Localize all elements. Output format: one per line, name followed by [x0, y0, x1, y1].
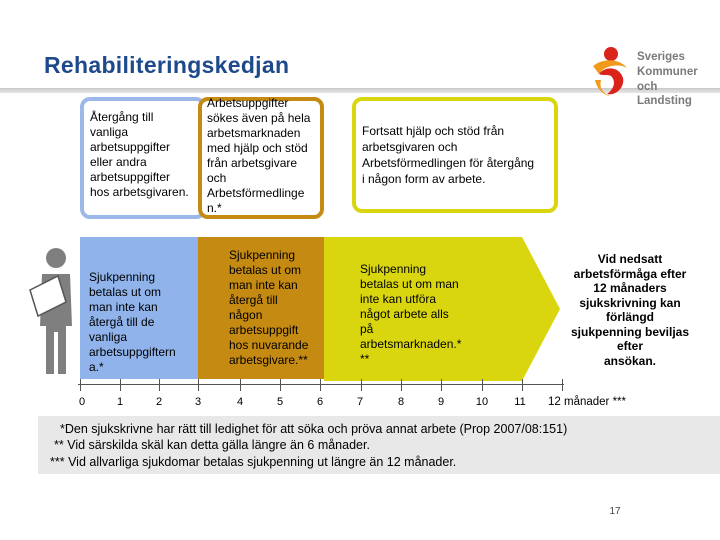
- timeline-tick: [280, 379, 281, 391]
- logo-text-line-3: och Landsting: [637, 81, 692, 107]
- stage-1-line: a.*: [89, 360, 104, 374]
- top-box-2-line: från arbetsgivare: [207, 156, 298, 170]
- extension-note: [560, 252, 700, 368]
- timeline-tick: [441, 379, 442, 391]
- timeline-tick-label: 10: [475, 396, 489, 408]
- stage-3-line: betalas ut om man: [360, 277, 459, 291]
- logo-text-line-1: Sveriges: [637, 51, 685, 63]
- top-box-1-line: arbetsuppgifter: [90, 140, 171, 154]
- top-box-2-line: med hjälp och stöd: [207, 141, 308, 155]
- stage-3-line: **: [360, 352, 370, 366]
- skl-logo: [585, 44, 715, 107]
- top-box-2-line: Arbetsuppgifter: [207, 96, 289, 110]
- top-box-2-line: sökes även på hela: [207, 111, 311, 125]
- timeline-tick: [240, 379, 241, 391]
- footnote-2: ** Vid särskilda skäl kan detta gälla längre än 6 månader.: [54, 438, 370, 452]
- timeline-tick-label: 9: [437, 396, 445, 408]
- timeline-tick-label: 0: [78, 396, 86, 408]
- timeline-tick-label: 1: [116, 396, 124, 408]
- timeline-tick-label: 11: [514, 396, 526, 408]
- footnote-3: *** Vid allvarliga sjukdomar betalas sjukpenning ut längre än 12 månader.: [50, 455, 457, 469]
- stage-3-line: arbetsmarknaden.*: [360, 337, 462, 351]
- stage-3-line: på: [360, 322, 374, 336]
- timeline-tick: [482, 379, 483, 391]
- footnotes-panel: [38, 416, 720, 474]
- stage-3-line: Sjukpenning: [360, 262, 427, 276]
- timeline-tick-label: 3: [194, 396, 202, 408]
- extension-line: efter: [616, 339, 643, 353]
- timeline-tick-label: 2: [155, 396, 163, 408]
- timeline-axis: [78, 384, 564, 385]
- timeline-tick-label: 8: [397, 396, 405, 408]
- stage-1-line: återgå till de: [89, 315, 155, 329]
- stage-2-line: återgå till: [229, 293, 278, 307]
- stage-1-line: Sjukpenning: [89, 270, 156, 284]
- stage-2-line: någon: [229, 308, 263, 322]
- timeline: [78, 379, 564, 393]
- timeline-tick-label: 4: [236, 396, 244, 408]
- top-box-2-line: arbetsmarknaden: [207, 126, 301, 140]
- footnote-1: *Den sjukskrivne har rätt till ledighet för att söka och pröva annat arbete (Prop 2007/08:151): [60, 422, 568, 436]
- timeline-tick: [401, 379, 402, 391]
- top-box-3-line: Arbetsförmedlingen för återgång: [362, 156, 535, 170]
- extension-line: Vid nedsatt: [597, 252, 663, 266]
- timeline-tick: [522, 379, 523, 391]
- timeline-tick: [120, 379, 121, 391]
- timeline-tick-label: 7: [356, 396, 364, 408]
- top-box-1-line: arbetsuppgifter: [90, 170, 171, 184]
- extension-line: sjukpenning beviljas: [570, 324, 690, 339]
- sick-person-icon: [28, 246, 80, 376]
- timeline-tick: [80, 379, 81, 391]
- timeline-tick: [562, 379, 563, 391]
- logo-text-line-2: Kommuner: [637, 66, 698, 78]
- top-box-3-line: arbetsgivaren och: [362, 140, 458, 154]
- top-box-3-line: i någon form av arbete.: [362, 172, 486, 186]
- stage-3-line: inte kan utföra: [360, 292, 437, 306]
- stage-1-line: man inte kan: [89, 300, 158, 314]
- extension-line: ansökan.: [603, 353, 657, 368]
- top-box-1-line: eller andra: [90, 155, 147, 169]
- stage-2-line: Sjukpenning: [229, 248, 296, 262]
- top-box-1-line: hos arbetsgivaren.: [90, 185, 189, 199]
- top-box-continued-support: [352, 97, 558, 213]
- timeline-tick: [320, 379, 321, 391]
- extension-line: förlängd: [606, 310, 654, 324]
- extension-line: sjukskrivning kan: [579, 295, 681, 310]
- timeline-tick: [159, 379, 160, 391]
- top-box-2-line: och: [207, 171, 227, 185]
- stage-2-line: man inte kan: [229, 278, 298, 292]
- stage-2-line: betalas ut om: [229, 263, 302, 277]
- top-box-2-line: Arbetsförmedlinge: [207, 186, 305, 200]
- extension-line: 12 månaders: [593, 281, 667, 295]
- timeline-tick-label: 5: [276, 396, 284, 408]
- timeline-tick-label: 6: [316, 396, 324, 408]
- stage-3-line: något arbete alls: [360, 307, 449, 321]
- stage-1-line: vanliga: [89, 330, 128, 344]
- top-box-1-line: Återgång till: [90, 110, 154, 124]
- page-number: 17: [609, 506, 621, 517]
- stage-2-line: arbetsuppgift: [229, 323, 299, 337]
- stage-2-line: hos nuvarande: [229, 338, 309, 352]
- timeline-tick: [198, 379, 199, 391]
- top-box-1-line: vanliga: [90, 125, 129, 139]
- stage-2-line: arbetsgivare.**: [229, 353, 308, 367]
- top-box-3-line: Fortsatt hjälp och stöd från: [362, 124, 505, 138]
- skl-emblem-icon: [585, 44, 635, 98]
- top-box-2-line: n.*: [207, 201, 222, 215]
- timeline-tick: [361, 379, 362, 391]
- timeline-end-label: 12 månader ***: [548, 396, 626, 408]
- stage-1-line: betalas ut om: [89, 285, 162, 299]
- extension-line: arbetsförmåga efter: [573, 266, 687, 281]
- slide-title: Rehabiliteringskedjan: [44, 52, 290, 78]
- stage-1-line: arbetsuppgiftern: [89, 345, 176, 359]
